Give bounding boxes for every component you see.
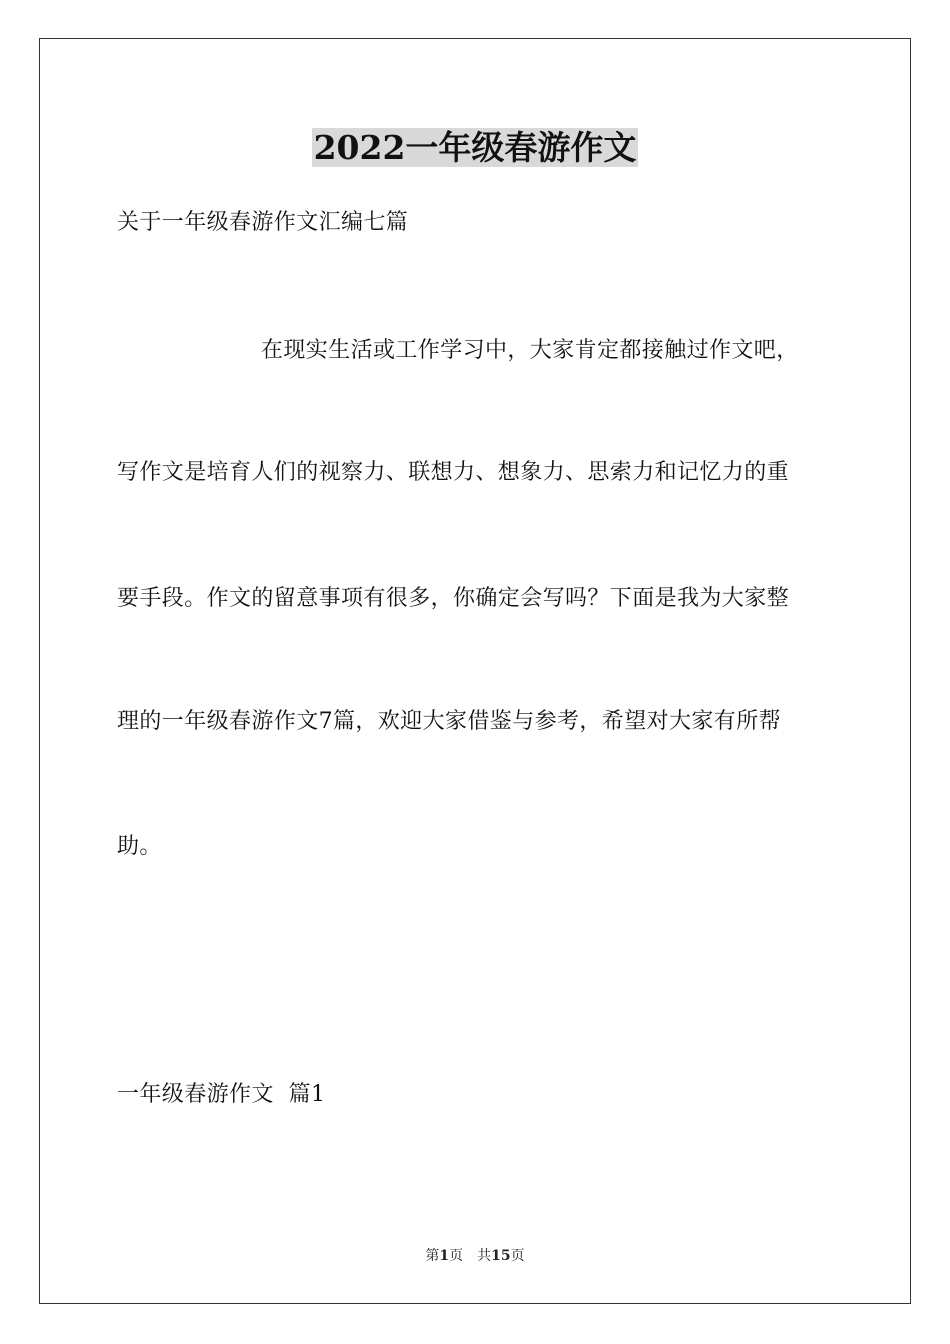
intro-paragraph-line-5: 助。 (117, 834, 162, 859)
footer-page-current: 1 (439, 1248, 450, 1264)
intro-paragraph-line-4: 理的一年级春游作文7篇，欢迎大家借鉴与参考，希望对大家有所帮 (117, 709, 781, 734)
footer-page-prefix: 第 (425, 1248, 440, 1264)
intro-paragraph-line-3: 要手段。作文的留意事项有很多，你确定会写吗？下面是我为大家整 (117, 586, 790, 611)
footer-page-total: 15 (491, 1248, 511, 1264)
intro-paragraph-line-1: 在现实生活或工作学习中，大家肯定都接触过作文吧， (261, 338, 799, 363)
document-title-text: 2022一年级春游作文 (313, 128, 637, 167)
section-heading: 一年级春游作文 篇1 (117, 1082, 326, 1107)
footer-total-prefix: 共 (477, 1248, 492, 1264)
footer-page-suffix: 页 (449, 1248, 464, 1264)
document-title (0, 128, 950, 168)
footer-total-suffix: 页 (510, 1248, 525, 1264)
intro-paragraph-line-2: 写作文是培育人们的视察力、联想力、想象力、思索力和记忆力的重 (117, 460, 790, 485)
document-subtitle: 关于一年级春游作文汇编七篇 (117, 210, 409, 235)
page-footer (0, 1247, 950, 1265)
